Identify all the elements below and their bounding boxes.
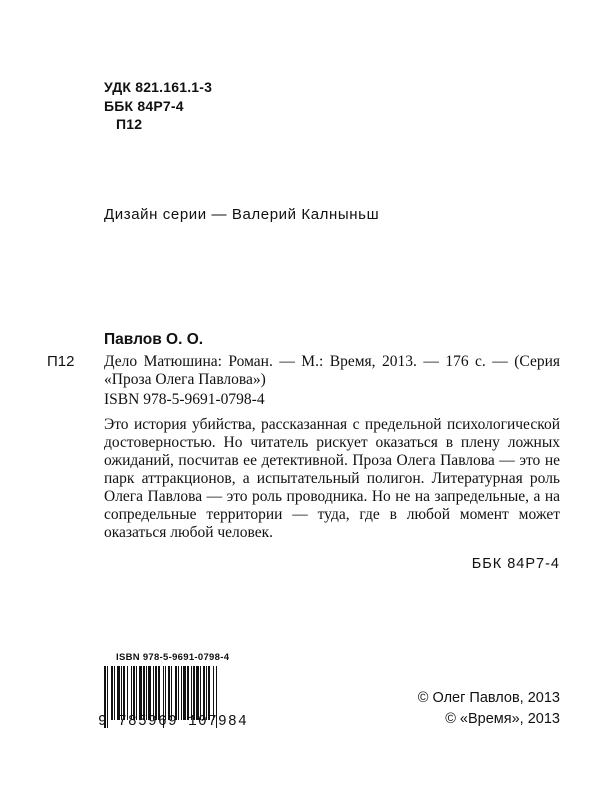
annotation: Это история убийства, рассказанная с предельной психологической достоверностью. Но читатель рискует оказаться в плену ложных ожиданий, посчитав ее детективной. Проза Олега Павлова — это не парк аттракционов, а испытательный полигон. Литературная роль Олега Павлова — это роль проводника. Но не на запредельные, а на сопредельные территории — туда, где в любой момент может оказаться любой человек. bbox=[104, 416, 560, 541]
barcode-bar bbox=[175, 666, 177, 720]
barcode-bar bbox=[183, 666, 186, 720]
barcode-bar bbox=[165, 666, 166, 720]
barcode-bar bbox=[181, 666, 182, 720]
barcode-bar bbox=[148, 666, 151, 720]
barcode-bar bbox=[206, 666, 207, 720]
barcode-bar bbox=[146, 666, 147, 720]
isbn-line: ISBN 978-5-9691-0798-4 bbox=[104, 391, 265, 408]
barcode-digits: 9 785969 107984 bbox=[98, 714, 249, 730]
bbk-code: ББК 84Р7-4 bbox=[104, 98, 184, 114]
barcode-bar bbox=[191, 666, 192, 720]
barcode-bar bbox=[196, 666, 199, 720]
barcode-bar bbox=[127, 666, 128, 720]
barcode-bar bbox=[133, 666, 135, 720]
barcode-bar bbox=[208, 666, 210, 720]
barcode-isbn-label: ISBN 978-5-9691-0798-4 bbox=[116, 652, 230, 663]
barcode-bar bbox=[193, 666, 195, 720]
barcode-bar bbox=[187, 666, 189, 720]
barcode-bar bbox=[136, 666, 137, 720]
barcode-bar bbox=[143, 666, 145, 720]
barcode-bar bbox=[171, 666, 172, 720]
barcode-bar bbox=[131, 666, 132, 720]
barcode-bar bbox=[139, 666, 142, 720]
bibliographic-description: Дело Матюшина: Роман. — М.: Время, 2013. — 176 с. — (Серия «Проза Олега Павлова») bbox=[104, 353, 560, 388]
barcode-bar bbox=[153, 666, 154, 720]
barcode-bar bbox=[123, 666, 125, 720]
copyright-publisher: © «Время», 2013 bbox=[445, 711, 560, 727]
barcode-bar bbox=[200, 666, 201, 720]
barcode-bar bbox=[111, 666, 113, 720]
barcode-bar bbox=[155, 666, 157, 720]
barcode-bar bbox=[121, 666, 122, 720]
udk-code: УДК 821.161.1-3 bbox=[104, 79, 213, 95]
author-name: Павлов О. О. bbox=[104, 331, 204, 348]
barcode-bar bbox=[168, 666, 170, 720]
barcode-bar bbox=[213, 666, 214, 720]
barcode-bar bbox=[114, 666, 115, 720]
barcode-bar bbox=[117, 666, 120, 720]
barcode-bar bbox=[178, 666, 179, 720]
copyright-author: © Олег Павлов, 2013 bbox=[417, 690, 560, 706]
author-code-margin: П12 bbox=[47, 353, 75, 370]
bbk-code-bottom: ББК 84Р7-4 bbox=[471, 556, 560, 572]
author-code-top: П12 bbox=[116, 116, 143, 132]
barcode-bar bbox=[203, 666, 205, 720]
barcode-bar bbox=[158, 666, 160, 720]
series-design-credit: Дизайн серии — Валерий Калныньш bbox=[104, 206, 380, 223]
